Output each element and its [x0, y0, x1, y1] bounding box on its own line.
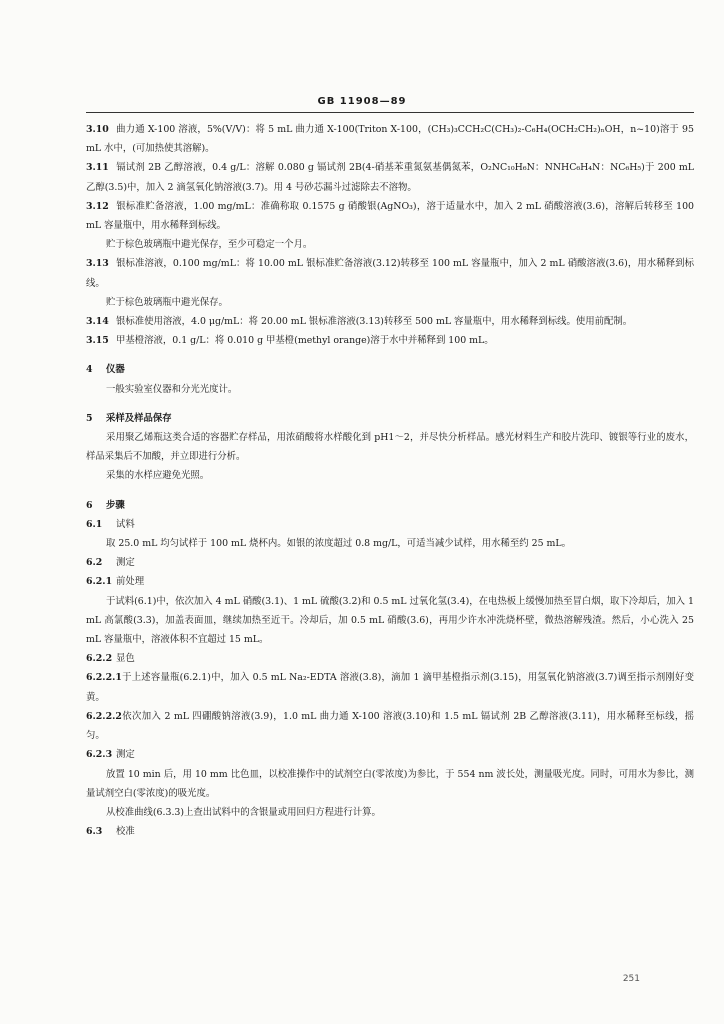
body-paragraph — [86, 428, 694, 466]
clause-number: 6.3 — [86, 826, 103, 838]
clause-paragraph — [86, 120, 694, 158]
paragraph-text: 甲基橙溶液，0.1 g/L：将 0.010 g 甲基橙(methyl orange)溶于水中并稀释到 100 mL。 — [116, 335, 494, 347]
clause-number: 4 — [86, 364, 93, 376]
paragraph-text: 曲力通 X-100 溶液，5%(V/V)：将 5 mL 曲力通 X-100(Triton X-100，(CH₃)₃CCH₂C(CH₃)₂-C₆H₄(OCH₂CH₂)ₙOH，n~10)溶于 95 mL 水中，(可加热使其溶解)。 — [86, 124, 694, 155]
section-heading — [86, 496, 694, 515]
body-paragraph — [86, 235, 694, 254]
section-heading — [86, 409, 694, 428]
paragraph-text: 银标准溶液，0.100 mg/mL：将 10.00 mL 银标准贮备溶液(3.12)转移至 100 mL 容量瓶中，加入 2 mL 硝酸溶液(3.6)，用水稀释到标线。 — [86, 258, 694, 289]
paragraph-text: 银标准贮备溶液，1.00 mg/mL：准确称取 0.1575 g 硝酸银(AgNO₃)，溶于适量水中，加入 2 mL 硝酸溶液(3.6)，溶解后转移至 100 mL 容量瓶中，用水稀释到标线。 — [86, 200, 694, 232]
clause-number: 3.13 — [86, 258, 109, 270]
paragraph-text: 采用聚乙烯瓶这类合适的容器贮存样品，用浓硝酸将水样酸化到 pH1～2，并尽快分析样品。感光材料生产和胶片洗印、镀银等行业的废水，样品采集后不加酸，并立即进行分析。 — [86, 432, 694, 463]
clause-paragraph — [86, 553, 694, 572]
body-paragraph — [86, 592, 694, 650]
body-paragraph — [86, 803, 694, 822]
clause-number: 6.1 — [86, 518, 103, 530]
clause-paragraph — [86, 254, 694, 292]
clause-number: 6.2.2.1 — [86, 672, 122, 684]
paragraph-text: 于上述容量瓶(6.2.1)中，加入 0.5 mL Na₂-EDTA 溶液(3.8)，滴加 1 滴甲基橙指示剂(3.15)，用氢氧化钠溶液(3.7)调至指示剂刚好变黄。 — [86, 672, 694, 703]
body-paragraph — [86, 380, 694, 399]
clause-paragraph — [86, 745, 694, 764]
paragraph-text: 一般实验室仪器和分光光度计。 — [106, 383, 238, 395]
clause-number: 6.2.2 — [86, 653, 113, 665]
body-paragraph — [86, 466, 694, 485]
paragraph-text: 采样及样品保存 — [106, 412, 172, 424]
paragraph-text: 银标准使用溶液，4.0 μg/mL：将 20.00 mL 银标准溶液(3.13)转移至 500 mL 容量瓶中，用水稀释到标线。使用前配制。 — [116, 316, 633, 328]
document-body — [86, 120, 694, 841]
clause-number: 5 — [86, 412, 93, 424]
clause-number: 6 — [86, 499, 93, 511]
clause-paragraph — [86, 572, 694, 591]
clause-number: 6.2 — [86, 557, 103, 569]
paragraph-text: 试料 — [116, 518, 135, 530]
paragraph-text: 从校准曲线(6.3.3)上查出试料中的含银量或用回归方程进行计算。 — [106, 806, 381, 818]
clause-paragraph — [86, 331, 694, 350]
section-heading — [86, 360, 694, 379]
paragraph-text: 放置 10 min 后，用 10 mm 比色皿，以校准操作中的试剂空白(零浓度)为参比，于 554 nm 波长处，测量吸光度。同时，可用水为参比，测量试剂空白(零浓度)的吸光度。 — [86, 768, 694, 799]
clause-paragraph — [86, 158, 694, 196]
clause-number: 6.2.2.2 — [86, 710, 122, 722]
paragraph-text: 测定 — [116, 557, 135, 569]
paragraph-text: 显色 — [116, 653, 135, 665]
clause-paragraph — [86, 515, 694, 534]
clause-number: 3.12 — [86, 200, 109, 212]
clause-paragraph — [86, 312, 694, 331]
paragraph-text: 取 25.0 mL 均匀试样于 100 mL 烧杯内。如银的浓度超过 0.8 mg/L，可适当减少试样，用水稀至约 25 mL。 — [106, 538, 572, 550]
paragraph-text: 贮于棕色玻璃瓶中避光保存，至少可稳定一个月。 — [106, 239, 313, 251]
paragraph-text: 校准 — [116, 826, 135, 838]
paragraph-text: 于试料(6.1)中，依次加入 4 mL 硝酸(3.1)、1 mL 硫酸(3.2)和 0.5 mL 过氧化氢(3.4)，在电热板上缓慢加热至冒白烟，取下冷却后，加入 1 mL 高氯酸(3.3)，加盖表面皿，继续加热至近干。冷却后，加 0.5 mL 硝酸(3.6)，再用少许水冲洗烧杯壁，微热溶解残渣。然后，小心洗入 25 mL 容量瓶中，溶液体积不宜超过 15 mL。 — [86, 595, 694, 646]
clause-paragraph — [86, 197, 694, 235]
body-paragraph — [86, 293, 694, 312]
page-number: 251 — [622, 974, 640, 984]
paragraph-text: 前处理 — [116, 576, 145, 588]
clause-paragraph — [86, 707, 694, 745]
paragraph-text: 镉试剂 2B 乙醇溶液，0.4 g/L：溶解 0.080 g 镉试剂 2B(4-硝基苯重氮氨基偶氮苯，O₂NC₁₀H₆N：NNHC₆H₄N：NC₆H₅)于 200 mL 乙醇(3.5)中，加入 2 滴氢氧化钠溶液(3.7)。用 4 号砂芯漏斗过滤除去不溶物。 — [86, 162, 694, 193]
body-paragraph — [86, 765, 694, 803]
clause-number: 3.14 — [86, 316, 109, 328]
paragraph-text: 采集的水样应避免光照。 — [106, 470, 210, 482]
paragraph-text: 测定 — [116, 749, 135, 761]
paragraph-text: 步骤 — [106, 499, 125, 511]
clause-number: 3.11 — [86, 162, 109, 174]
clause-paragraph — [86, 822, 694, 841]
clause-paragraph — [86, 668, 694, 706]
standard-header: GB 11908—89 — [317, 96, 407, 107]
paragraph-text: 贮于棕色玻璃瓶中避光保存。 — [106, 296, 228, 308]
clause-number: 6.2.3 — [86, 749, 113, 761]
paragraph-text: 仪器 — [106, 364, 125, 376]
clause-paragraph — [86, 649, 694, 668]
paragraph-text: 依次加入 2 mL 四硼酸钠溶液(3.9)，1.0 mL 曲力通 X-100 溶液(3.10)和 1.5 mL 镉试剂 2B 乙醇溶液(3.11)，用水稀释至标线，摇匀。 — [86, 710, 694, 742]
body-paragraph — [86, 534, 694, 553]
clause-number: 3.10 — [86, 124, 109, 135]
clause-number: 3.15 — [86, 335, 109, 347]
clause-number: 6.2.1 — [86, 576, 113, 588]
header-rule — [86, 112, 694, 113]
